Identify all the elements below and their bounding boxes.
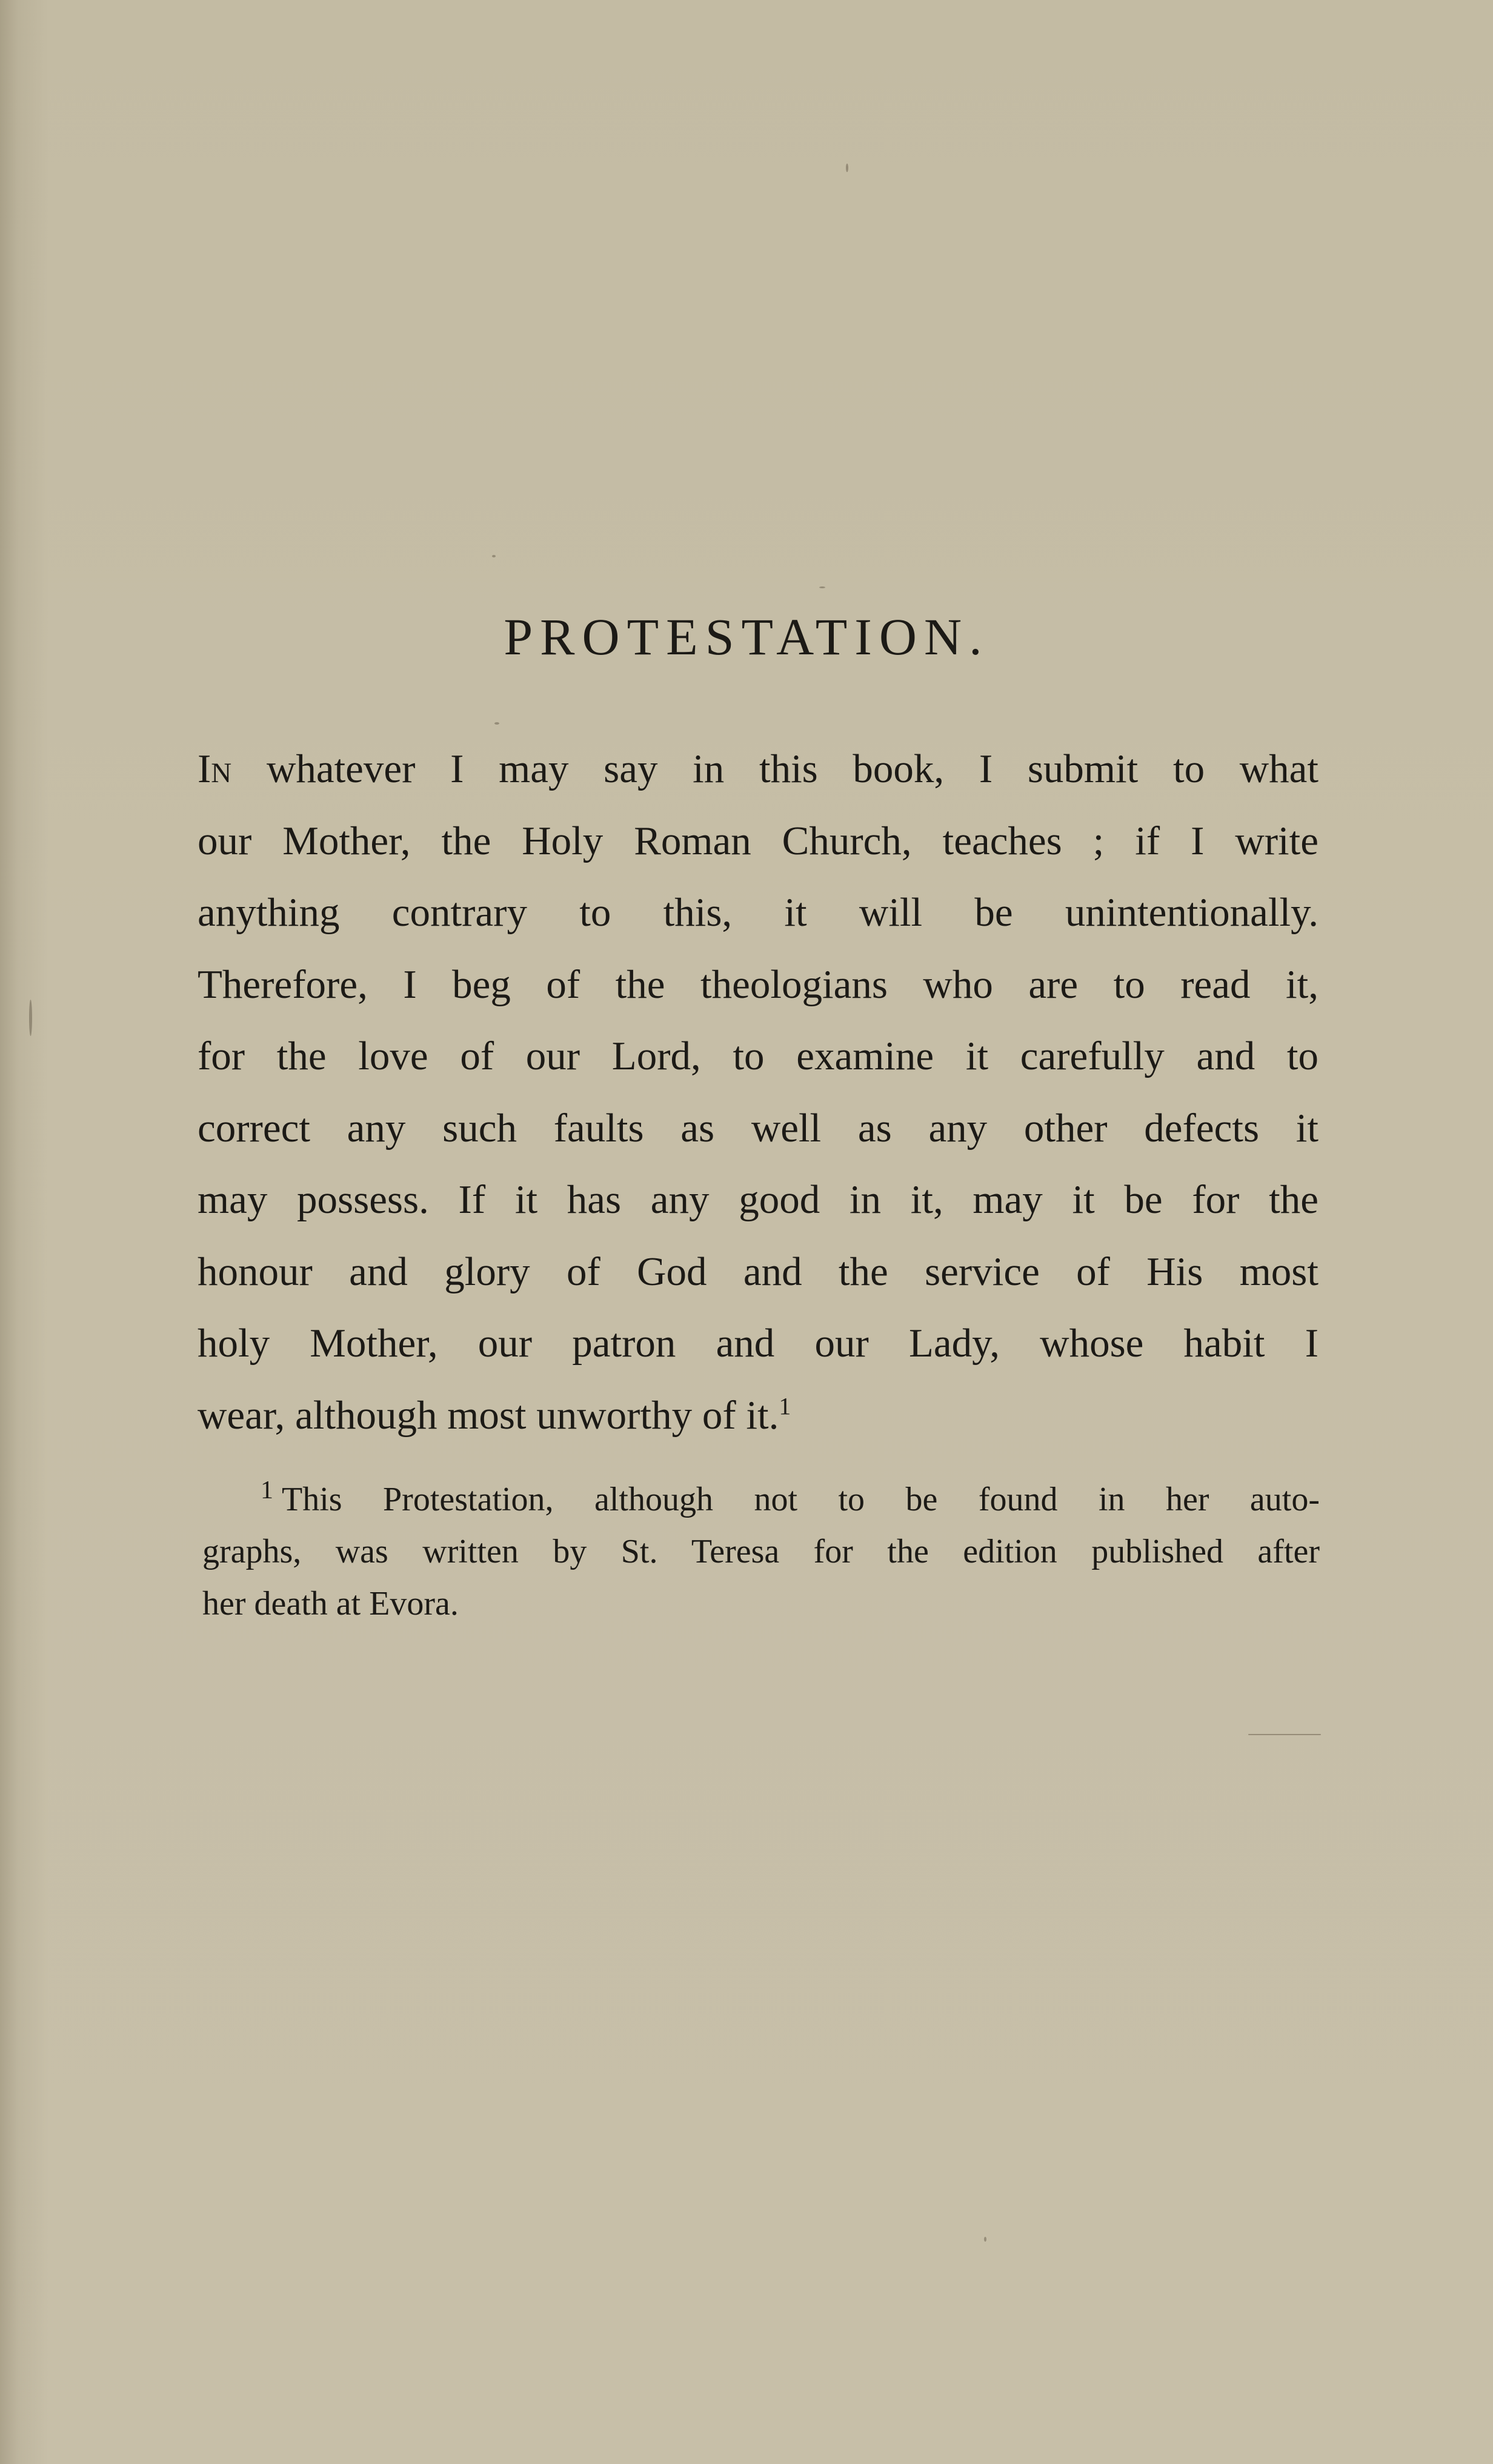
paper-speck [1248,1734,1321,1735]
main-paragraph [198,733,1318,1451]
footnote-line: graphs, was written by St. Teresa for the edition published after [202,1533,1320,1570]
paragraph-line: our Mother, the Holy Roman Church, teaches ; if I write [198,818,1318,863]
paragraph-line: honour and glory of God and the service of His most [198,1249,1318,1294]
footnote-line: her death at Evora. [202,1585,459,1622]
footnote-marker: 1 [261,1476,273,1505]
paper-speck [819,586,825,588]
page-title: PROTESTATION. [504,608,989,666]
paragraph-line: may possess. If it has any good in it, may it be for the [198,1177,1318,1222]
paragraph-line: holy Mother, our patron and our Lady, whose habit I [198,1321,1318,1366]
paper-speck [494,722,499,725]
footnote-reference[interactable]: 1 [779,1392,791,1420]
dropcap-word: In [198,746,232,791]
paper-speck [492,555,496,557]
footnote [202,1473,1320,1630]
paragraph-line: anything contrary to this, it will be unintentionally. [198,890,1318,935]
paper-speck [29,1000,32,1036]
paragraph-line: for the love of our Lord, to examine it carefully and to [198,1034,1318,1078]
footnote-line: $^1$ This Protestation, although not to be found in her auto- [261,1476,1320,1518]
paragraph-line: In whatever I may say in this book, I submit to what [198,746,1318,791]
paper-speck [846,164,848,172]
paragraph-line: Therefore, I beg of the theologians who are to read it, [198,961,1318,1007]
paper-speck [984,2237,986,2242]
paragraph-line: wear, although most unworthy of it.$^1$ [198,1392,791,1438]
paragraph-line: correct any such faults as well as any other defects it [198,1105,1318,1151]
